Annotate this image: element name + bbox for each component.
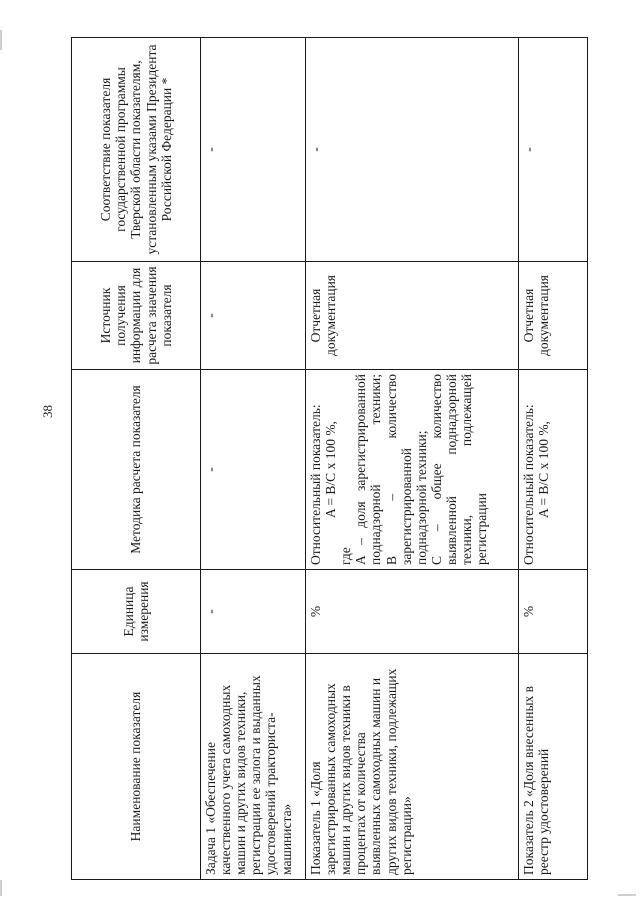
page-edge-mark bbox=[0, 880, 2, 896]
method-line1: Относительный показатель: bbox=[521, 404, 536, 565]
header-source: Источник получения информации для расчета значения показателя bbox=[72, 262, 201, 370]
row1-compliance: - bbox=[201, 38, 306, 262]
row2-name: Показатель 1 «Доля зарегистрированных самоходных машин и других видов техники в процентах от количества выявленных самоходных машин и других видов техники, подлежащих регистрации» bbox=[306, 654, 519, 880]
method-b-rest: зарегистрированной поднадзорной техники; bbox=[398, 430, 429, 565]
row3-method bbox=[519, 370, 588, 570]
row2-unit: % bbox=[306, 570, 519, 654]
row1-method: - bbox=[201, 370, 306, 570]
row2-method bbox=[306, 370, 519, 570]
row1-unit: - bbox=[201, 570, 306, 654]
page-edge-mark bbox=[0, 30, 2, 50]
table-row bbox=[306, 38, 519, 880]
method-b-word: количество bbox=[383, 374, 399, 439]
header-method: Методика расчета показателя bbox=[72, 370, 201, 570]
row2-source: Отчетная документация bbox=[306, 262, 519, 370]
table-row bbox=[201, 38, 306, 880]
method-a-definition: А – доля зарегистрированной поднадзорной техники; bbox=[353, 374, 384, 565]
row3-compliance: - bbox=[519, 38, 588, 262]
header-unit: Единица измерения bbox=[72, 570, 201, 654]
row3-source: Отчетная документация bbox=[519, 262, 588, 370]
method-b-line bbox=[384, 374, 399, 565]
row2-compliance: - bbox=[306, 38, 519, 262]
header-compliance: Соответствие показателя государственной программы Тверской области показателям, установленным указами Президента Российской Федерации * bbox=[72, 38, 201, 262]
indicators-table bbox=[71, 37, 588, 880]
method-formula: A = B/C x 100 %, bbox=[536, 421, 552, 518]
table-header-row bbox=[72, 38, 201, 880]
table-row bbox=[519, 38, 588, 880]
method-c-definition: С – общее количество выявленной поднадзорной техники, подлежащей регистрации bbox=[428, 374, 490, 565]
method-formula: A = B/C x 100 %, bbox=[323, 421, 339, 518]
method-where: где bbox=[338, 547, 354, 565]
method-b-dash: – bbox=[383, 493, 399, 501]
page-edge-mark bbox=[618, 894, 636, 896]
method-line1: Относительный показатель: bbox=[308, 404, 323, 565]
rotated-page-content bbox=[71, 38, 587, 880]
row1-name: Задача 1 «Обеспечение качественного учета самоходных машин и других видов техники, регистрации ее залога и выданных удостоверений тракториста-машиниста» bbox=[201, 654, 306, 880]
page-number: 38 bbox=[40, 405, 55, 418]
header-name: Наименование показателя bbox=[72, 654, 201, 880]
row3-name: Показатель 2 «Доля внесенных в реестр удостоверений bbox=[519, 654, 588, 880]
row3-unit: % bbox=[519, 570, 588, 654]
row1-source: - bbox=[201, 262, 306, 370]
method-b-term: В bbox=[383, 555, 399, 565]
